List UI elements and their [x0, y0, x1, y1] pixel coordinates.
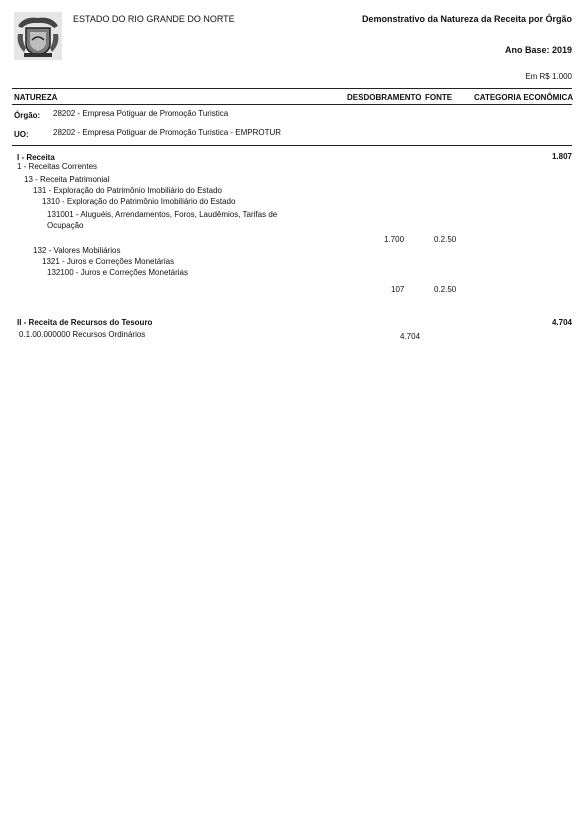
col-natureza: NATUREZA [14, 93, 58, 102]
list-item: 1310 - Exploração do Patrimônio Imobiliário do Estado [42, 197, 236, 206]
uo-label: UO: [14, 130, 29, 139]
orgao-value: 28202 - Empresa Potiguar de Promoção Turistica [53, 109, 229, 118]
row-desdobramento: 107 [391, 285, 405, 294]
section-rule [12, 145, 572, 146]
row-fonte: 0.2.50 [434, 235, 457, 244]
state-name: ESTADO DO RIO GRANDE DO NORTE [73, 14, 235, 24]
list-item: 132 - Valores Mobiliários [33, 246, 121, 255]
currency-unit: Em R$ 1.000 [525, 72, 572, 81]
col-categoria-economica: CATEGORIA ECONÔMICA [474, 93, 574, 102]
report-title: Demonstrativo da Natureza da Receita por Órgão [361, 14, 572, 24]
list-item: 0.1.00.000000 Recursos Ordinários [19, 330, 146, 339]
list-item: 132100 - Juros e Correções Monetárias [47, 268, 188, 277]
uo-value: 28202 - Empresa Potiguar de Promoção Turistica - EMPROTUR [53, 128, 282, 137]
section2-total: 4.704 [551, 318, 572, 327]
orgao-label: Órgão: [14, 111, 41, 120]
list-item: 131001 - Aluguéis, Arrendamentos, Foros, Laudêmios, Tarifas de [47, 210, 278, 219]
list-item: 1321 - Juros e Correções Monetárias [42, 257, 175, 266]
section2-title: II - Receita de Recursos do Tesouro [17, 318, 153, 327]
list-item: 13 - Receita Patrimonial [24, 175, 110, 184]
row-desdobramento: 1.700 [384, 235, 405, 244]
header-top-rule [12, 88, 572, 89]
col-desdobramento: DESDOBRAMENTO [347, 93, 422, 102]
section1-total: 1.807 [551, 152, 572, 161]
list-item: Ocupação [47, 221, 84, 230]
state-coat-of-arms-icon [14, 12, 62, 60]
list-item: 131 - Exploração do Patrimônio Imobiliário do Estado [33, 186, 222, 195]
header-bottom-rule [12, 104, 572, 105]
section1-title: I - Receita [17, 153, 55, 162]
col-fonte: FONTE [425, 93, 453, 102]
row-fonte: 0.2.50 [434, 285, 457, 294]
base-year: Ano Base: 2019 [504, 45, 572, 55]
list-item: 1 - Receitas Correntes [17, 162, 98, 171]
row-desdobramento: 4.704 [400, 332, 421, 341]
